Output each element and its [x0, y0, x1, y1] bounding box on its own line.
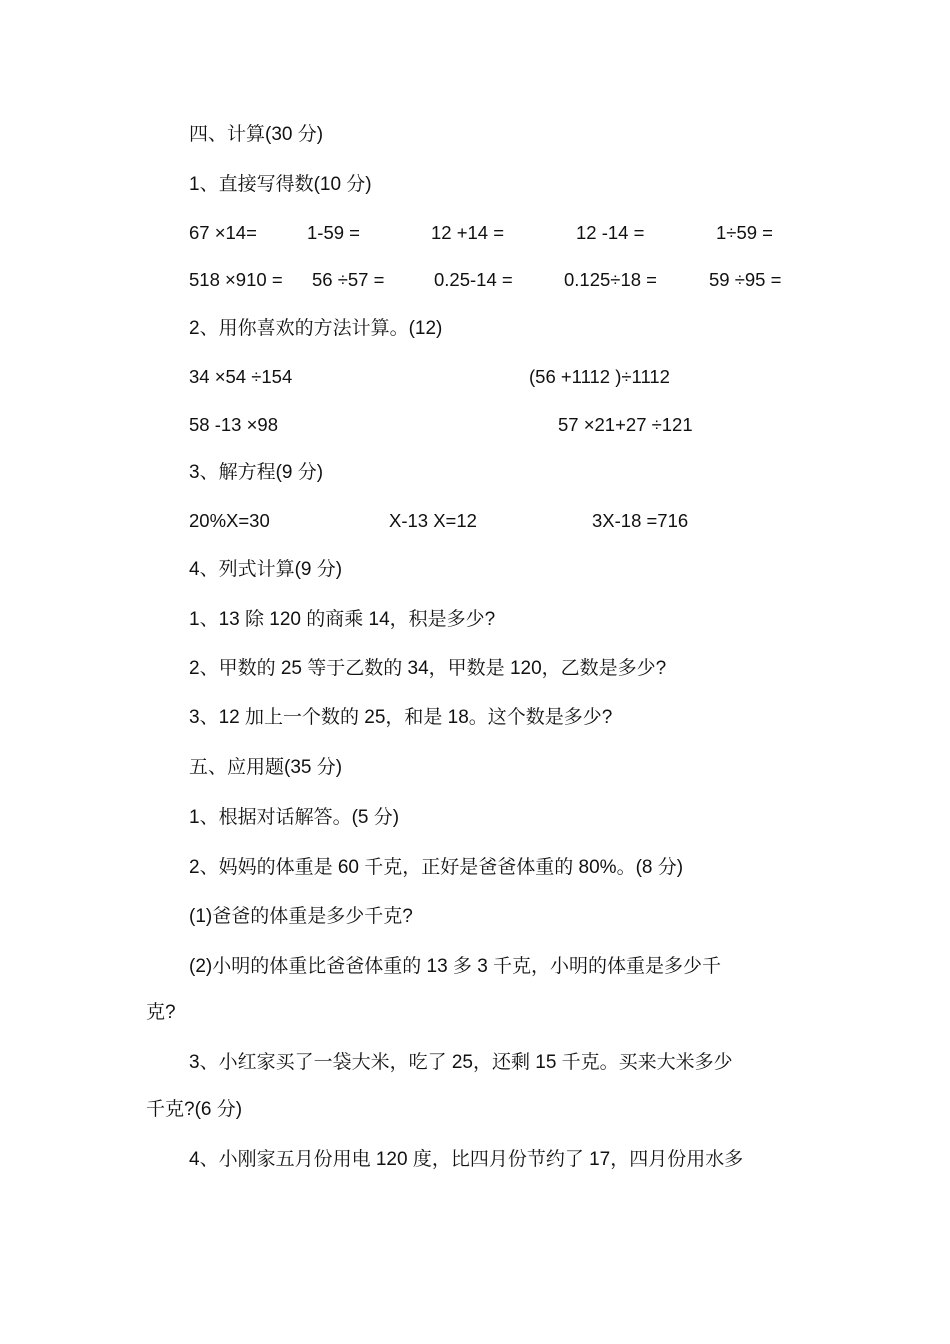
section-5-title: 五、应用题(35 分)	[189, 757, 343, 778]
part-2-title: 2、用你喜欢的方法计算。(12)	[189, 318, 443, 339]
question-2-part-1: (1)爸爸的体重是多少千克?	[189, 906, 413, 927]
part-4-title: 4、列式计算(9 分)	[189, 559, 343, 580]
calc-item: 57 ×21+27 ÷121	[558, 414, 693, 435]
direct-calc-item: 1÷59 =	[716, 222, 773, 243]
word-calc-item: 1、13 除 120 的商乘 14，积是多少?	[189, 609, 496, 630]
question-2-part-2-continued: 克?	[146, 1002, 176, 1023]
word-calc-item: 3、12 加上一个数的 25，和是 18。这个数是多少?	[189, 707, 613, 728]
direct-calc-item: 0.25-14 =	[434, 269, 513, 290]
calc-item: 58 -13 ×98	[189, 414, 278, 435]
section-4-title: 四、计算(30 分)	[189, 124, 324, 145]
question-4: 4、小刚家五月份用电 120 度，比四月份节约了 17，四月份用水多	[189, 1149, 744, 1170]
equation-item: 20%X=30	[189, 510, 270, 531]
direct-calc-item: 1-59 =	[307, 222, 360, 243]
question-1: 1、根据对话解答。(5 分)	[189, 807, 400, 828]
equation-item: X-13 X=12	[389, 510, 477, 531]
direct-calc-item: 67 ×14=	[189, 222, 257, 243]
equation-item: 3X-18 =716	[592, 510, 689, 531]
calc-item: 34 ×54 ÷154	[189, 366, 293, 387]
calc-item: (56 +1112 )÷1112	[529, 366, 670, 387]
word-calc-item: 2、甲数的 25 等于乙数的 34，甲数是 120，乙数是多少?	[189, 658, 667, 679]
part-3-title: 3、解方程(9 分)	[189, 462, 324, 483]
direct-calc-item: 12 -14 =	[576, 222, 645, 243]
direct-calc-item: 12 +14 =	[431, 222, 505, 243]
direct-calc-item: 56 ÷57 =	[312, 269, 385, 290]
question-2: 2、妈妈的体重是 60 千克，正好是爸爸体重的 80%。(8 分)	[189, 857, 684, 878]
part-1-title: 1、直接写得数(10 分)	[189, 174, 372, 195]
direct-calc-item: 518 ×910 =	[189, 269, 283, 290]
question-3: 3、小红家买了一袋大米，吃了 25，还剩 15 千克。买来大米多少	[189, 1052, 733, 1073]
question-2-part-2: (2)小明的体重比爸爸体重的 13 多 3 千克，小明的体重是多少千	[189, 956, 722, 977]
question-3-continued: 千克?(6 分)	[146, 1099, 243, 1120]
direct-calc-item: 0.125÷18 =	[564, 269, 657, 290]
direct-calc-item: 59 ÷95 =	[709, 269, 782, 290]
